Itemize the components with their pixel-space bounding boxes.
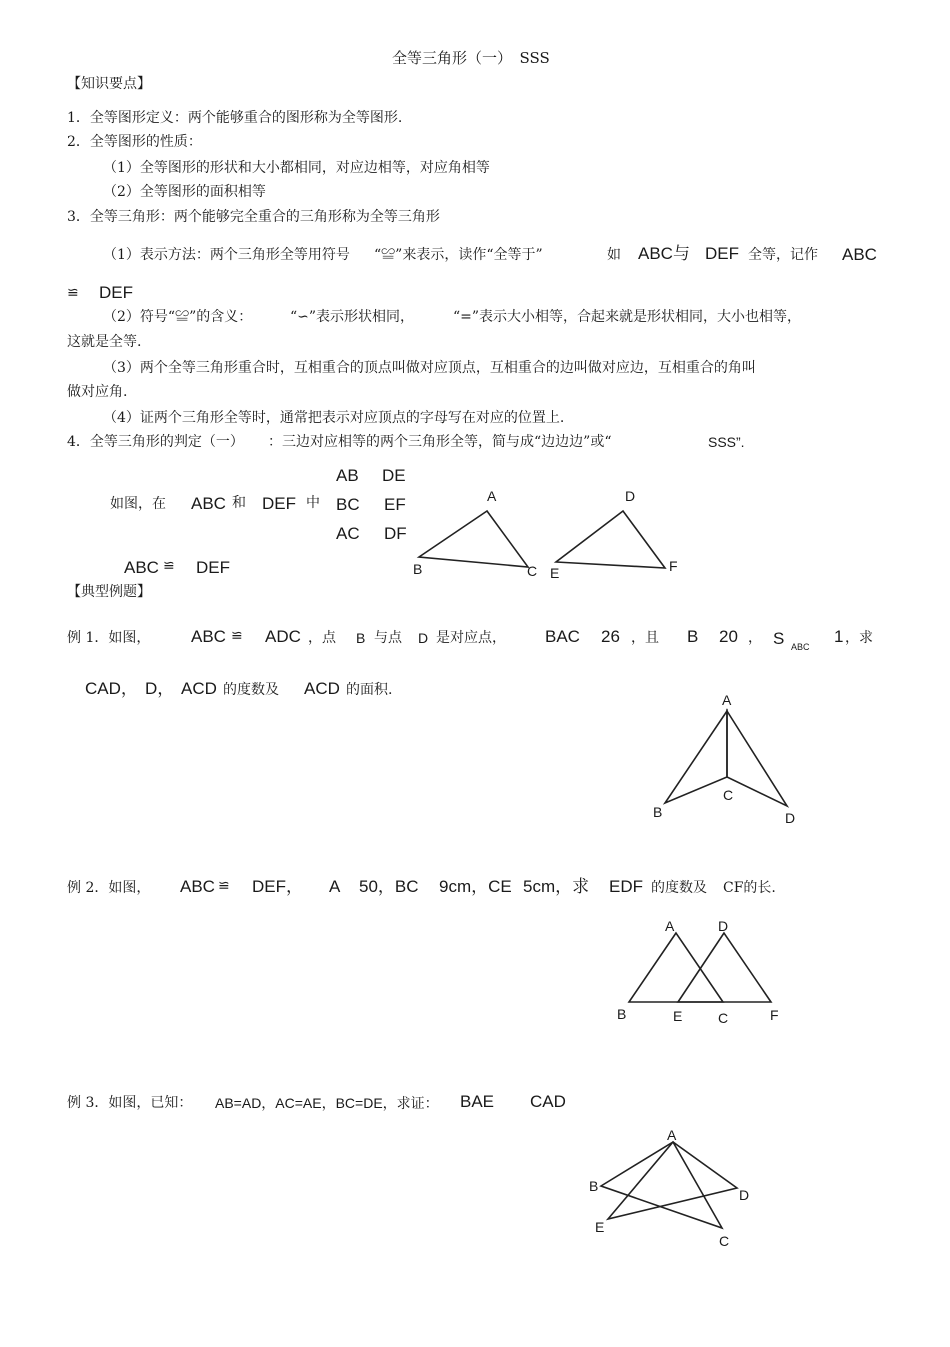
triangle-def [556, 511, 665, 568]
ex1-line2-2: D， [145, 679, 175, 698]
sss-label-c: C [527, 563, 538, 579]
ex1-b: ABC [191, 627, 226, 646]
ex1-n: 20 [719, 627, 738, 646]
ex1-line2-5: ACD [304, 679, 340, 698]
congruent-symbol: ≌ [67, 285, 79, 301]
sss-row-3-left: AC [336, 524, 360, 543]
item-2-2: （2）全等图形的面积相等 [103, 184, 266, 200]
ex2-label-c: C [718, 1010, 729, 1026]
item-3-2-d: 这就是全等. [67, 334, 142, 350]
ex2-g: 9cm，CE [439, 877, 512, 896]
ex3-b: AB=AD，AC=AE，BC=DE，求证： [215, 1095, 439, 1111]
ex1-label-b: B [653, 804, 663, 820]
ex1-label-d: D [785, 810, 796, 826]
ex3-label-b: B [589, 1178, 599, 1194]
sss-concl-def: DEF [196, 558, 230, 577]
sss-row-1-left: AB [336, 466, 359, 485]
sss-lead: 如图，在 [110, 496, 166, 512]
ex1-q: ABC [791, 642, 810, 652]
ex1-line2-3: ACD [181, 679, 217, 698]
ex1-o: ， [748, 630, 762, 646]
item-3-1-e: DEF [705, 244, 739, 263]
ex2-j: 的度数及 [651, 880, 707, 896]
sss-row-1-right: DE [382, 466, 406, 485]
ex2-k: CF的长. [723, 880, 776, 896]
item-3-1-c: 如 [607, 247, 621, 263]
ex1-g: 与点 [374, 630, 402, 646]
item-4-b: ：三边对应相等的两个三角形全等，简与成“边边边”或“ [268, 434, 612, 450]
item-1: 1．全等图形定义：两个能够重合的图形称为全等图形. [67, 110, 403, 126]
ex1-label-a: A [722, 692, 732, 708]
ex1-e: ，点 [308, 630, 336, 646]
item-3-1-i: DEF [99, 283, 133, 302]
sss-row-2-left: BC [336, 495, 360, 514]
ex3-label-a: A [667, 1127, 677, 1143]
ex1-p: S [773, 629, 785, 648]
item-3-1-d: ABC与 [638, 244, 690, 263]
sss-label-b: B [413, 561, 423, 577]
sss-in: 中 [306, 495, 320, 511]
ex2-a: 例 2．如图， [67, 880, 151, 896]
ex1-m: B [687, 627, 699, 646]
ex3-label-e: E [595, 1219, 605, 1235]
ex3-label-d: D [739, 1187, 750, 1203]
item-3-2-c: “=”表示大小相等，合起来就是形状相同，大小也相等， [453, 309, 802, 325]
ex1-r: 1 [834, 627, 844, 646]
ex1-i: 是对应点， [436, 630, 506, 646]
item-4-c: SSS”. [708, 434, 745, 450]
sss-concl-abc: ABC [124, 558, 159, 577]
ex2-label-e: E [673, 1008, 683, 1024]
ex1-j: BAC [545, 627, 580, 646]
item-3-2-b: “∽”表示形状相同， [290, 309, 415, 325]
triangle-abc [419, 511, 528, 567]
page-title: 全等三角形（一） SSS [392, 49, 550, 67]
ex1-d: ADC [265, 627, 301, 646]
ex2-b: ABC [180, 877, 215, 896]
ex3-a: 例 3．如图，已知： [67, 1095, 193, 1111]
item-3-1-b: “≌”来表示，读作“全等于” [374, 247, 543, 263]
ex3-d: CAD [530, 1092, 566, 1111]
sss-label-e: E [550, 565, 560, 581]
item-3-1-f: 全等，记作 [748, 247, 818, 263]
ex2-i: EDF [609, 877, 643, 896]
ex1-s: ，求 [845, 630, 873, 646]
ex1-c: ≌ [231, 628, 243, 644]
sss-row-2-right: EF [384, 495, 406, 514]
ex1-k: 26 [601, 627, 620, 646]
item-3: 3．全等三角形：两个能够完全重合的三角形称为全等三角形 [67, 209, 440, 225]
ex1-h: D [418, 630, 429, 646]
ex2-e: A [329, 877, 341, 896]
sss-def: DEF [262, 494, 296, 513]
ex2-h: 5cm，求 [523, 877, 590, 896]
sss-abc: ABC [191, 494, 226, 513]
ex2-f: 50，BC [359, 877, 419, 896]
ex1-a: 例 1．如图， [67, 630, 151, 646]
item-3-3-b: 做对应角. [67, 384, 128, 400]
item-3-2-a: （2）符号“≌”的含义： [103, 309, 253, 325]
section-heading-examples: 【典型例题】 [67, 584, 151, 600]
sss-concl-symbol: ≌ [163, 558, 175, 574]
sss-row-3-right: DF [384, 524, 407, 543]
ex3-c: BAE [460, 1092, 495, 1111]
ex1-l: ，且 [631, 630, 659, 646]
sss-label-a: A [487, 488, 497, 504]
section-heading-knowledge: 【知识要点】 [67, 76, 151, 92]
item-3-3-a: （3）两个全等三角形重合时，互相重合的顶点叫做对应顶点，互相重合的边叫做对应边，互相重合的角叫 [103, 360, 756, 376]
ex2-label-f: F [770, 1007, 779, 1023]
ex3-label-c: C [719, 1233, 730, 1249]
item-3-4: （4）证两个三角形全等时，通常把表示对应顶点的字母写在对应的位置上. [103, 410, 565, 426]
ex2-label-b: B [617, 1006, 627, 1022]
ex1-line2-4: 的度数及 [223, 682, 279, 698]
ex2-label-d: D [718, 918, 729, 934]
sss-and: 和 [232, 495, 246, 511]
ex2-c: ≌ [218, 878, 230, 894]
ex1-line2-6: 的面积. [346, 682, 393, 698]
ex1-f: B [356, 630, 366, 646]
item-2: 2．全等图形的性质： [67, 134, 202, 150]
ex1-label-c: C [723, 787, 734, 803]
item-3-1-a: （1）表示方法：两个三角形全等用符号 [103, 247, 350, 263]
item-3-1-g: ABC [842, 245, 877, 264]
item-4-a: 4．全等三角形的判定（一） [67, 434, 244, 450]
sss-label-f: F [669, 558, 678, 574]
ex1-line2-1: CAD， [85, 679, 138, 698]
ex2-label-a: A [665, 918, 675, 934]
sss-label-d: D [625, 488, 636, 504]
ex2-d: DEF， [252, 877, 303, 896]
item-2-1: （1）全等图形的形状和大小都相同，对应边相等，对应角相等 [103, 160, 490, 176]
